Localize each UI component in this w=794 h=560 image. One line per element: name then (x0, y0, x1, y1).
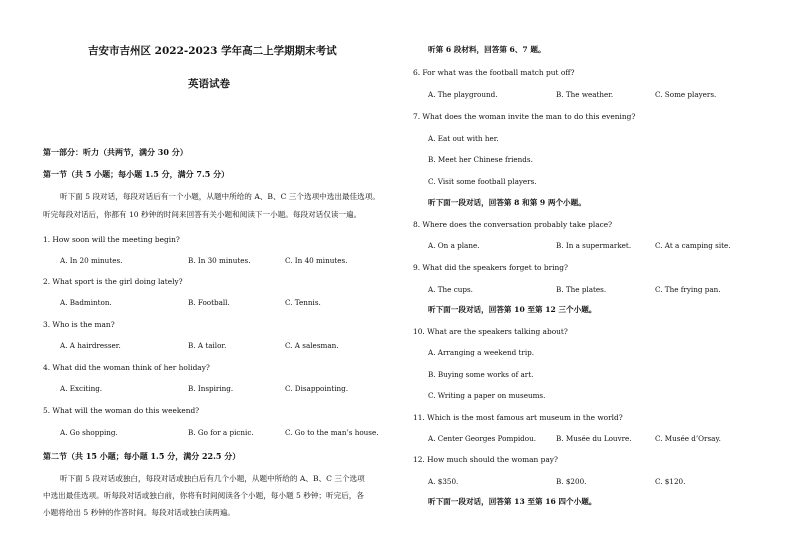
q9-option-b: B. The plates. (556, 285, 607, 294)
question-5: 5. What will the woman do this weekend? (43, 406, 200, 415)
question-1: 1. How soon will the meeting begin? (43, 235, 180, 244)
q10-option-c: C. Writing a paper on museums. (428, 391, 546, 400)
listening-10-heading: 听下面一段对话，回答第 10 至第 12 三个小题。 (428, 305, 597, 314)
q6-option-b: B. The weather. (556, 90, 614, 99)
q12-option-b: B. $200. (556, 477, 587, 486)
q8-option-c: C. At a camping site. (655, 241, 731, 250)
listening-13-heading: 听下面一段对话，回答第 13 至第 16 四个小题。 (428, 497, 597, 506)
section2-instruction-2: 中选出最佳选项。听每段对话或独白前，你将有时间阅读各个小题，每小题 5 秒钟；听完后，各 (43, 491, 364, 500)
page-subtitle: 英语试卷 (188, 78, 230, 90)
q10-option-b: B. Buying some works of art. (428, 370, 534, 379)
q6-option-a: A. The playground. (428, 90, 498, 99)
q7-option-b: B. Meet her Chinese friends. (428, 155, 533, 164)
section2-instruction-1: 听下面 5 段对话或独白，每段对话或独白后有几个小题，从题中所给的 A、B、C 三个选项 (60, 474, 365, 483)
q5-option-b: B. Go for a picnic. (188, 428, 254, 437)
q5-option-a: A. Go shopping. (60, 428, 118, 437)
question-11: 11. Which is the most famous art museum in the world? (413, 413, 623, 422)
section1-instruction-2: 听完每段对话后，你都有 10 秒钟的时间来回答有关小题和阅读下一小题。每段对话仅读一遍。 (43, 210, 362, 219)
q1-option-b: B. In 30 minutes. (188, 256, 251, 265)
q4-option-c: C. Disappointing. (285, 384, 349, 393)
q11-option-a: A. Center Georges Pompidou. (428, 434, 537, 443)
question-12: 12. How much should the woman pay? (413, 455, 558, 464)
question-6: 6. For what was the football match put off? (413, 68, 575, 77)
q2-option-b: B. Football. (188, 298, 230, 307)
q2-option-c: C. Tennis. (285, 298, 321, 307)
q3-option-b: B. A tailor. (188, 341, 227, 350)
question-9: 9. What did the speakers forget to bring? (413, 263, 568, 272)
question-7: 7. What does the woman invite the man to do this evening? (413, 112, 636, 121)
listening-6-heading: 听第 6 段材料，回答第 6、7 题。 (428, 45, 546, 54)
question-8: 8. Where does the conversation probably take place? (413, 220, 613, 229)
question-2: 2. What sport is the girl doing lately? (43, 277, 183, 286)
section1-instruction-1: 听下面 5 段对话，每段对话后有一个小题，从题中所给的 A、B、C 三个选项中选出最佳选项。 (60, 192, 380, 201)
q4-option-b: B. Inspiring. (188, 384, 234, 393)
question-10: 10. What are the speakers talking about? (413, 327, 568, 336)
q6-option-c: C. Some players. (655, 90, 717, 99)
question-4: 4. What did the woman think of her holiday? (43, 363, 210, 372)
listening-8-heading: 听下面一段对话，回答第 8 和第 9 两个小题。 (428, 198, 586, 207)
q9-option-a: A. The cups. (428, 285, 473, 294)
section2-instruction-3: 小题将给出 5 秒钟的作答时间。每段对话或独白读两遍。 (43, 508, 235, 517)
q11-option-b: B. Musée du Louvre. (556, 434, 632, 443)
q10-option-a: A. Arranging a weekend trip. (428, 348, 535, 357)
q5-option-c: C. Go to the man’s house. (285, 428, 379, 437)
section1-heading: 第一节（共 5 小题；每小题 1.5 分，满分 7.5 分） (43, 169, 230, 179)
q8-option-a: A. On a plane. (428, 241, 480, 250)
q1-option-c: C. In 40 minutes. (285, 256, 348, 265)
q11-option-c: C. Musée d’Orsay. (655, 434, 721, 443)
question-3: 3. Who is the man? (43, 320, 115, 329)
q1-option-a: A. In 20 minutes. (60, 256, 123, 265)
section2-heading: 第二节（共 15 小题；每小题 1.5 分，满分 22.5 分） (43, 451, 241, 461)
q3-option-a: A. A hairdresser. (60, 341, 121, 350)
q8-option-b: B. In a supermarket. (556, 241, 632, 250)
q3-option-c: C. A salesman. (285, 341, 339, 350)
q12-option-c: C. $120. (655, 477, 686, 486)
part1-heading: 第一部分：听力（共两节，满分 30 分） (43, 147, 188, 157)
q2-option-a: A. Badminton. (60, 298, 112, 307)
q7-option-c: C. Visit some football players. (428, 177, 537, 186)
q9-option-c: C. The frying pan. (655, 285, 721, 294)
page-title: 吉安市吉州区 2022-2023 学年高二上学期期末考试 (88, 45, 337, 57)
q12-option-a: A. $350. (428, 477, 459, 486)
q4-option-a: A. Exciting. (60, 384, 103, 393)
q7-option-a: A. Eat out with her. (428, 134, 499, 143)
